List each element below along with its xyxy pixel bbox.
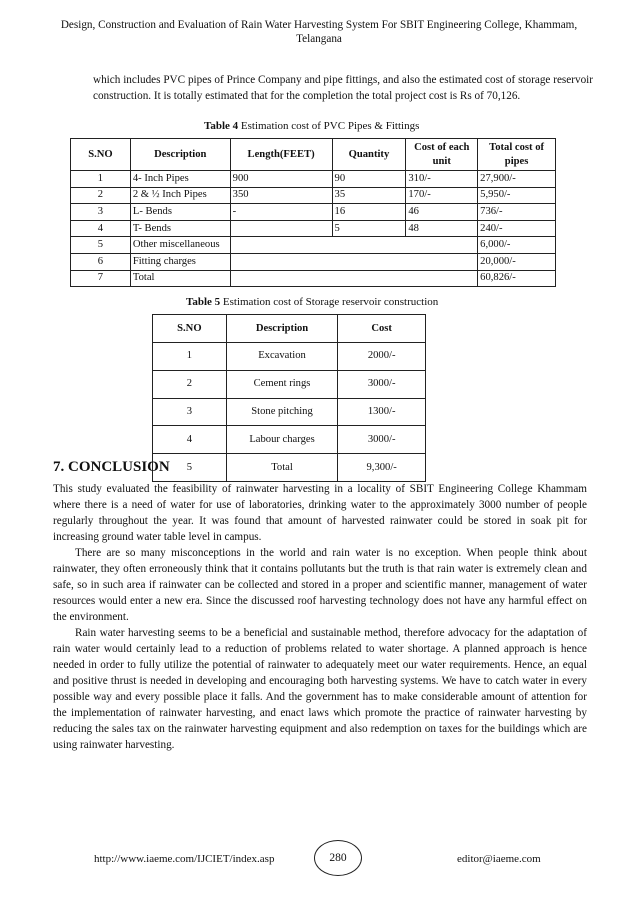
table5-header-row (153, 315, 426, 343)
cell-cost: 2000/- (338, 343, 426, 371)
cell-sno: 5 (153, 454, 227, 482)
conclusion-body (53, 481, 587, 753)
cell-length (230, 220, 332, 237)
cell-quantity: 35 (332, 187, 406, 204)
cell-sno: 4 (153, 426, 227, 454)
cell-total: 240/- (478, 220, 556, 237)
table5 (152, 314, 426, 482)
cell-sno: 3 (153, 398, 227, 426)
table4-header-quantity: Quantity (332, 139, 406, 171)
section-title: 7. CONCLUSION (53, 459, 170, 475)
cell-unit-cost: 48 (406, 220, 478, 237)
cell-description: T- Bends (130, 220, 230, 237)
table-row (153, 343, 426, 371)
cell-total: 20,000/- (478, 253, 556, 270)
table4-header-row (71, 139, 556, 171)
table-row (153, 370, 426, 398)
intro-paragraph: which includes PVC pipes of Prince Company and pipe fittings, and also the estimated cost of storage reservoir construction. It is totally estimated that for the completion the total project cost is Rs of 70,126. (93, 74, 593, 102)
table-row (71, 237, 556, 254)
cell-total: 60,826/- (478, 270, 556, 287)
paragraph: This study evaluated the feasibility of rainwater harvesting in a locality of SBIT Engineering College Khammam where there is a need of water for use of laboratories, drinking water to the approximately 3000 number of people regularly throughout the year. It was found that amount of harvested rainwater could be stored in soak pit for increasing ground water table level in campus. (53, 483, 587, 543)
cell-description: Excavation (226, 343, 338, 371)
cell-description: Fitting charges (130, 253, 230, 270)
cell-empty-merged (230, 270, 477, 287)
cell-cost: 1300/- (338, 398, 426, 426)
cell-sno: 3 (71, 204, 131, 221)
table4-caption-label: Table 4 (204, 120, 239, 132)
table4-header-sno: S.NO (71, 139, 131, 171)
footer-email[interactable]: editor@iaeme.com (457, 853, 541, 865)
cell-description: Stone pitching (226, 398, 338, 426)
table4-header-length: Length(FEET) (230, 139, 332, 171)
cell-length: 350 (230, 187, 332, 204)
table4 (70, 138, 556, 287)
cell-total: 5,950/- (478, 187, 556, 204)
cell-sno: 6 (71, 253, 131, 270)
cell-description: Other miscellaneous (130, 237, 230, 254)
table-row (71, 171, 556, 188)
cell-description: Total (130, 270, 230, 287)
cell-empty-merged (230, 237, 477, 254)
table4-header-unit-cost: Cost of each unit (406, 139, 478, 171)
table-row (153, 454, 426, 482)
cell-description: 2 & ½ Inch Pipes (130, 187, 230, 204)
cell-description: Total (226, 454, 338, 482)
table4-header-total-cost: Total cost of pipes (478, 139, 556, 171)
cell-cost: 3000/- (338, 370, 426, 398)
cell-sno: 7 (71, 270, 131, 287)
cell-unit-cost: 46 (406, 204, 478, 221)
cell-total: 6,000/- (478, 237, 556, 254)
cell-unit-cost: 170/- (406, 187, 478, 204)
footer-url[interactable]: http://www.iaeme.com/IJCIET/index.asp (94, 853, 275, 865)
cell-sno: 4 (71, 220, 131, 237)
cell-quantity: 5 (332, 220, 406, 237)
cell-total: 736/- (478, 204, 556, 221)
cell-sno: 1 (71, 171, 131, 188)
table-row (71, 204, 556, 221)
cell-cost: 9,300/- (338, 454, 426, 482)
table4-header-description: Description (130, 139, 230, 171)
table5-caption-label: Table 5 (186, 296, 221, 308)
table4-caption-text: Estimation cost of PVC Pipes & Fittings (238, 120, 420, 132)
cell-description: Cement rings (226, 370, 338, 398)
cell-quantity: 90 (332, 171, 406, 188)
cell-length: - (230, 204, 332, 221)
cell-sno: 2 (153, 370, 227, 398)
cell-sno: 2 (71, 187, 131, 204)
table-row (153, 398, 426, 426)
cell-sno: 5 (71, 237, 131, 254)
running-head: Design, Construction and Evaluation of Rain Water Harvesting System For SBIT Engineering College, Khammam, Telangana (60, 19, 578, 45)
table-row (71, 187, 556, 204)
table-row (71, 253, 556, 270)
cell-length: 900 (230, 171, 332, 188)
table4-caption (204, 120, 419, 133)
table-row (71, 220, 556, 237)
table5-header-cost: Cost (338, 315, 426, 343)
cell-description: L- Bends (130, 204, 230, 221)
page-number: 280 (314, 840, 362, 876)
cell-empty-merged (230, 253, 477, 270)
cell-sno: 1 (153, 343, 227, 371)
cell-total: 27,900/- (478, 171, 556, 188)
cell-description: 4- Inch Pipes (130, 171, 230, 188)
cell-description: Labour charges (226, 426, 338, 454)
cell-unit-cost: 310/- (406, 171, 478, 188)
cell-cost: 3000/- (338, 426, 426, 454)
table5-header-description: Description (226, 315, 338, 343)
table-row (71, 270, 556, 287)
table5-caption (186, 296, 438, 309)
table5-caption-text: Estimation cost of Storage reservoir construction (220, 296, 439, 308)
paragraph: Rain water harvesting seems to be a beneficial and sustainable method, therefore advocacy for the adaptation of rain water would certainly lead to a reduction of problems related to water shortage. A planned approach is hence needed in order to fully utilize the potential of rainwater to adequately meet our water requirements. Hence, an equal and positive thrust is needed in developing and encouraging both harvesting systems. We have to catch water in every possible way and every possible place it falls. And the government has to make considerable amount of attention for the implementation of rainwater harvesting, and enact laws which promote the practice of rainwater harvesting by reducing the sales tax on the rainwater harvesting equipment and also redemption on taxes for the buildings which are using rainwater harvesting. (53, 627, 587, 751)
table-row (153, 426, 426, 454)
table5-header-sno: S.NO (153, 315, 227, 343)
paragraph: There are so many misconceptions in the world and rain water is no exception. When people think about rainwater, they often erroneously think that it contains pollutants but the truth is that rain water is extremely clean and safe, so in such area if rainwater can be collected and stored in a proper and scientific manner, management of water resources would enter a new era. Since the discussed roof harvesting technology does not have any harmful effect on the environment. (53, 547, 587, 623)
cell-quantity: 16 (332, 204, 406, 221)
